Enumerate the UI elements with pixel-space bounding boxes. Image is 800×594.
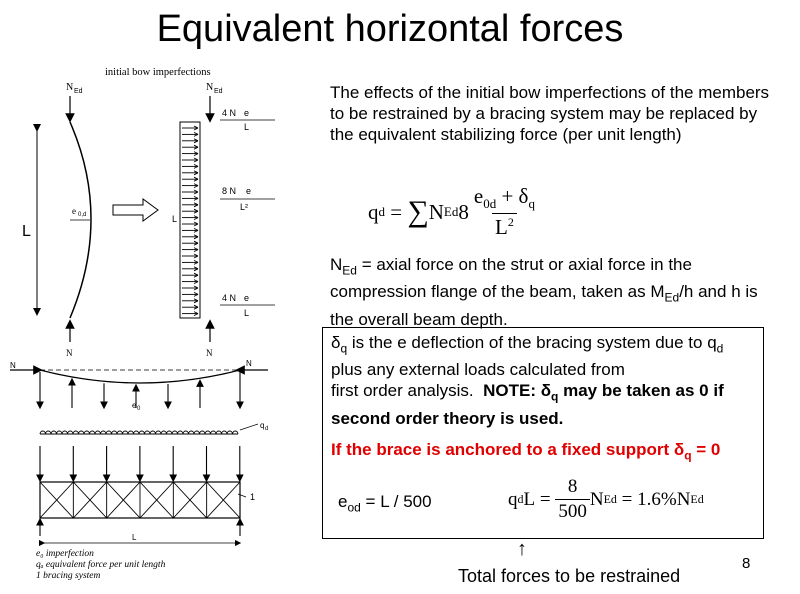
page-title: Equivalent horizontal forces (156, 8, 624, 50)
bracing-number: 1 (250, 492, 256, 502)
eod-formula: $e_{od} = L / 500$ (338, 492, 432, 515)
total-forces-caption: Total forces to be restrained (458, 566, 681, 586)
svg-text:L: L (244, 122, 250, 132)
svg-text:L: L (244, 308, 250, 318)
diagram-caption: initial bow imperfections (105, 67, 211, 78)
svg-text:0: 0 (137, 406, 141, 412)
distributed-load (40, 421, 268, 434)
legend-item: e₀ imperfection (36, 549, 94, 559)
svg-text:e: e (244, 108, 250, 118)
length-label-big: L (22, 223, 31, 240)
n-ed-top-left-label: N (66, 82, 74, 93)
bowed-chord (10, 359, 268, 412)
svg-text:Ed: Ed (74, 88, 83, 95)
length-label-small: L (172, 214, 178, 224)
svg-text:0,d: 0,d (78, 212, 87, 218)
span-label: L (132, 533, 137, 542)
svg-text:d: d (265, 426, 269, 432)
bracing-diagram (0, 60, 320, 570)
equivalent-force-formula: q d = ∑ N Ed 8 $\frac{e_{0d} + \delta_q}{L^2}$ (368, 184, 535, 240)
e0-label: e (132, 401, 137, 410)
page-number: 8 (742, 555, 751, 572)
legend-item: 1 bracing system (36, 571, 101, 581)
svg-text:L²: L² (240, 202, 249, 212)
force-bottom-label: 4 N (222, 293, 237, 303)
ned-definition: $N_{Ed}$ = axial force on the strut or axial force in the compression flange of the beam, taken as $M_{Ed}/h$ and h is the overall beam depth. (330, 255, 758, 329)
n-ed-chord-left-label: N (10, 361, 16, 370)
e0d-label: e (72, 206, 76, 216)
bracing-truss (37, 446, 255, 543)
equivalent-force-member (172, 82, 275, 358)
n-ed-top-right-label: N (206, 82, 214, 93)
n-ed-bottom-right-label: N (206, 348, 213, 358)
n-ed-chord-right-label: N (246, 359, 252, 368)
svg-text:e: e (244, 293, 250, 303)
delta-q-definition: $\delta_q$ is the e deflection of the bracing system due to $q_d$ plus any external loads calculated from first order analysis. NOTE: $\delta_q$ may be taken as 0 if second order theory is used. (331, 333, 724, 428)
n-ed-bottom-left-label: N (66, 348, 73, 358)
qd-label: q (260, 421, 265, 430)
force-mid-label: 8 N (222, 186, 237, 196)
intro-paragraph: The effects of the initial bow imperfections of the members to be restrained by a bracing system may be replaced by the equivalent stabilizing force (per unit length) (330, 83, 770, 144)
total-force-formula: q d L = $\frac{8}{500}$ N Ed = 1.6%N Ed (508, 476, 704, 522)
svg-text:Ed: Ed (214, 88, 223, 95)
force-top-label: 4 N (222, 108, 237, 118)
diagram-legend (36, 549, 165, 582)
legend-item: qₐ equivalent force per unit length (36, 560, 166, 570)
equivalence-arrow-icon (113, 199, 158, 221)
fixed-support-note: If the brace is anchored to a fixed support $\delta_q = 0$ (331, 440, 721, 463)
svg-text:e: e (246, 186, 252, 196)
bowed-member (22, 82, 91, 358)
up-arrow-icon: ↑ (517, 538, 527, 560)
